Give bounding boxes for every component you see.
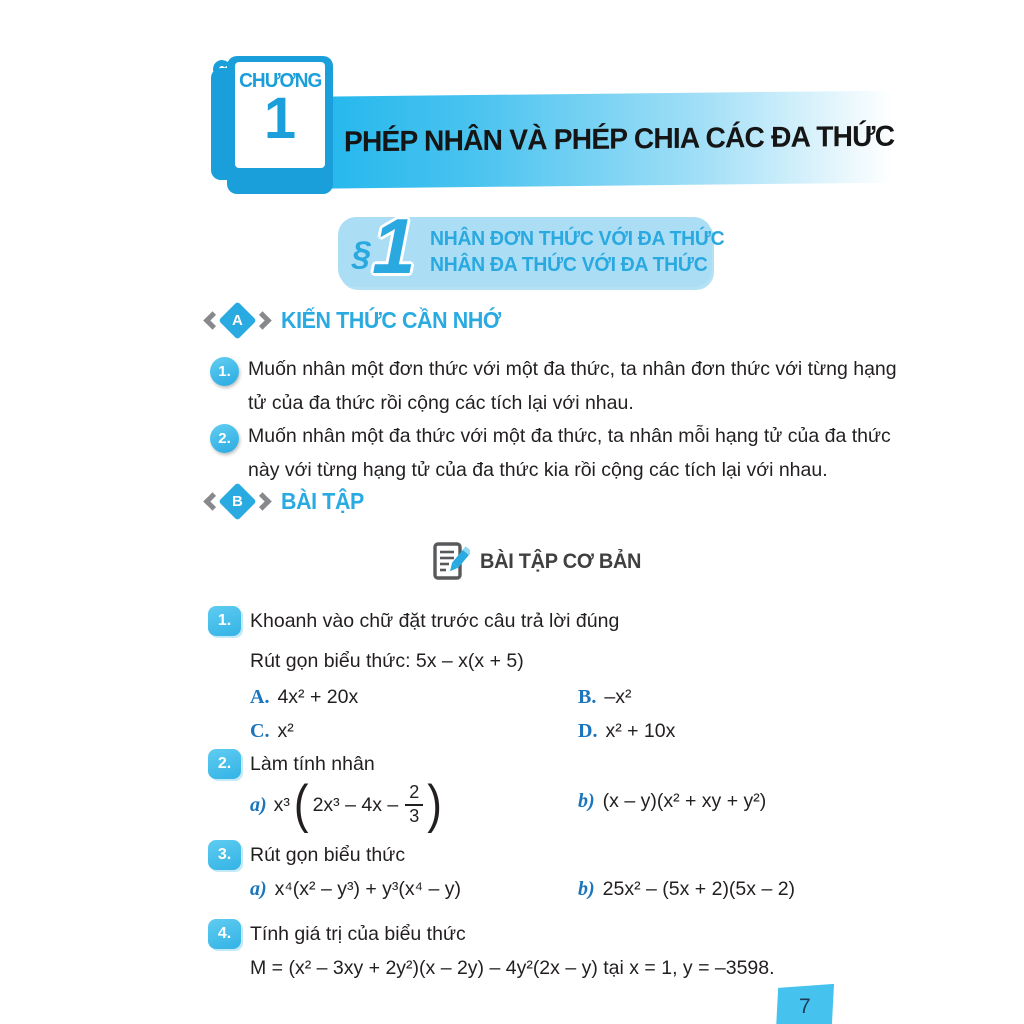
section-banner bbox=[338, 202, 725, 290]
option-c: C. x² bbox=[250, 720, 294, 742]
chapter-title: PHÉP NHÂN VÀ PHÉP CHIA CÁC ĐA THỨC bbox=[344, 120, 895, 158]
knowledge-item-1-badge: 1. bbox=[210, 357, 239, 386]
section-title-line2: NHÂN ĐA THỨC VỚI ĐA THỨC bbox=[430, 254, 708, 276]
basic-exercises-subheading bbox=[432, 541, 650, 583]
exercise-2-prompt: Làm tính nhân bbox=[250, 753, 375, 775]
knowledge-item-2-text: Muốn nhân một đa thức với một đa thức, ta nhân mỗi hạng tử của đa thức này với từng hạng tử của đa thức kia rồi cộng các tích lại với nhau. bbox=[248, 425, 891, 481]
calendar-page bbox=[235, 62, 325, 168]
knowledge-item-2-badge: 2. bbox=[210, 424, 239, 453]
exercise-1-statement: Rút gọn biểu thức: 5x – x(x + 5) bbox=[250, 650, 524, 672]
exercise-3-badge: 3. bbox=[208, 840, 241, 870]
chapter-banner bbox=[236, 86, 912, 189]
diamond-b-icon: B bbox=[218, 482, 256, 520]
option-b: B. –x² bbox=[578, 686, 632, 708]
exercise-1-badge: 1. bbox=[208, 606, 241, 636]
chevron-right-icon bbox=[253, 492, 271, 510]
exercise-1-prompt: Khoanh vào chữ đặt trước câu trả lời đúng bbox=[250, 610, 620, 632]
open-paren: ( bbox=[293, 775, 309, 834]
option-d: D. x² + 10x bbox=[578, 720, 676, 742]
page-number-tag bbox=[776, 984, 834, 1024]
exercise-2a: a) x³ ( 2x³ – 4x – $\frac{2}{3}$ ) bbox=[250, 775, 442, 834]
diamond-a-icon: A bbox=[218, 301, 256, 339]
section-number: 1 bbox=[372, 202, 416, 290]
exercises-heading: BÀI TẬP bbox=[281, 488, 364, 514]
knowledge-item-1-text: Muốn nhân một đơn thức với một đa thức, ta nhân đơn thức với từng hạng tử của đa thức rồi cộng các tích lại với nhau. bbox=[248, 358, 897, 414]
basic-exercises-title: BÀI TẬP CƠ BẢN bbox=[480, 550, 642, 573]
exercise-4-statement: M = (x² – 3xy + 2y²)(x – 2y) – 4y²(2x – y) tại x = 1, y = –3598. bbox=[250, 957, 775, 979]
page-number: 7 bbox=[799, 995, 811, 1018]
section-mark: § bbox=[352, 235, 371, 273]
exercise-4-prompt: Tính giá trị của biểu thức bbox=[250, 923, 466, 945]
exercise-2-badge: 2. bbox=[208, 749, 241, 779]
exercise-4-badge: 4. bbox=[208, 919, 241, 949]
exercise-3a: a) x⁴(x² – y³) + y³(x⁴ – y) bbox=[250, 878, 461, 900]
exercise-3-prompt: Rút gọn biểu thức bbox=[250, 844, 406, 866]
chapter-number: 1 bbox=[263, 86, 297, 151]
chevron-right-icon bbox=[253, 311, 271, 329]
knowledge-heading-row bbox=[206, 307, 517, 334]
chapter-calendar-icon bbox=[211, 56, 335, 196]
option-a: A. 4x² + 20x bbox=[250, 686, 359, 708]
section-title-line1: NHÂN ĐƠN THỨC VỚI ĐA THỨC bbox=[430, 228, 725, 250]
knowledge-heading: KIẾN THỨC CẦN NHỚ bbox=[281, 307, 501, 333]
notepad-pencil-icon bbox=[432, 541, 470, 583]
chapter-label: CHƯƠNG bbox=[238, 70, 322, 92]
exercise-2b: b) (x – y)(x² + xy + y²) bbox=[578, 790, 767, 812]
close-paren: ) bbox=[427, 775, 442, 834]
fraction: $\frac{2}{3}$ bbox=[405, 783, 423, 827]
exercises-heading-row bbox=[206, 488, 370, 515]
exercise-3b: b) 25x² – (5x + 2)(5x – 2) bbox=[578, 878, 796, 900]
